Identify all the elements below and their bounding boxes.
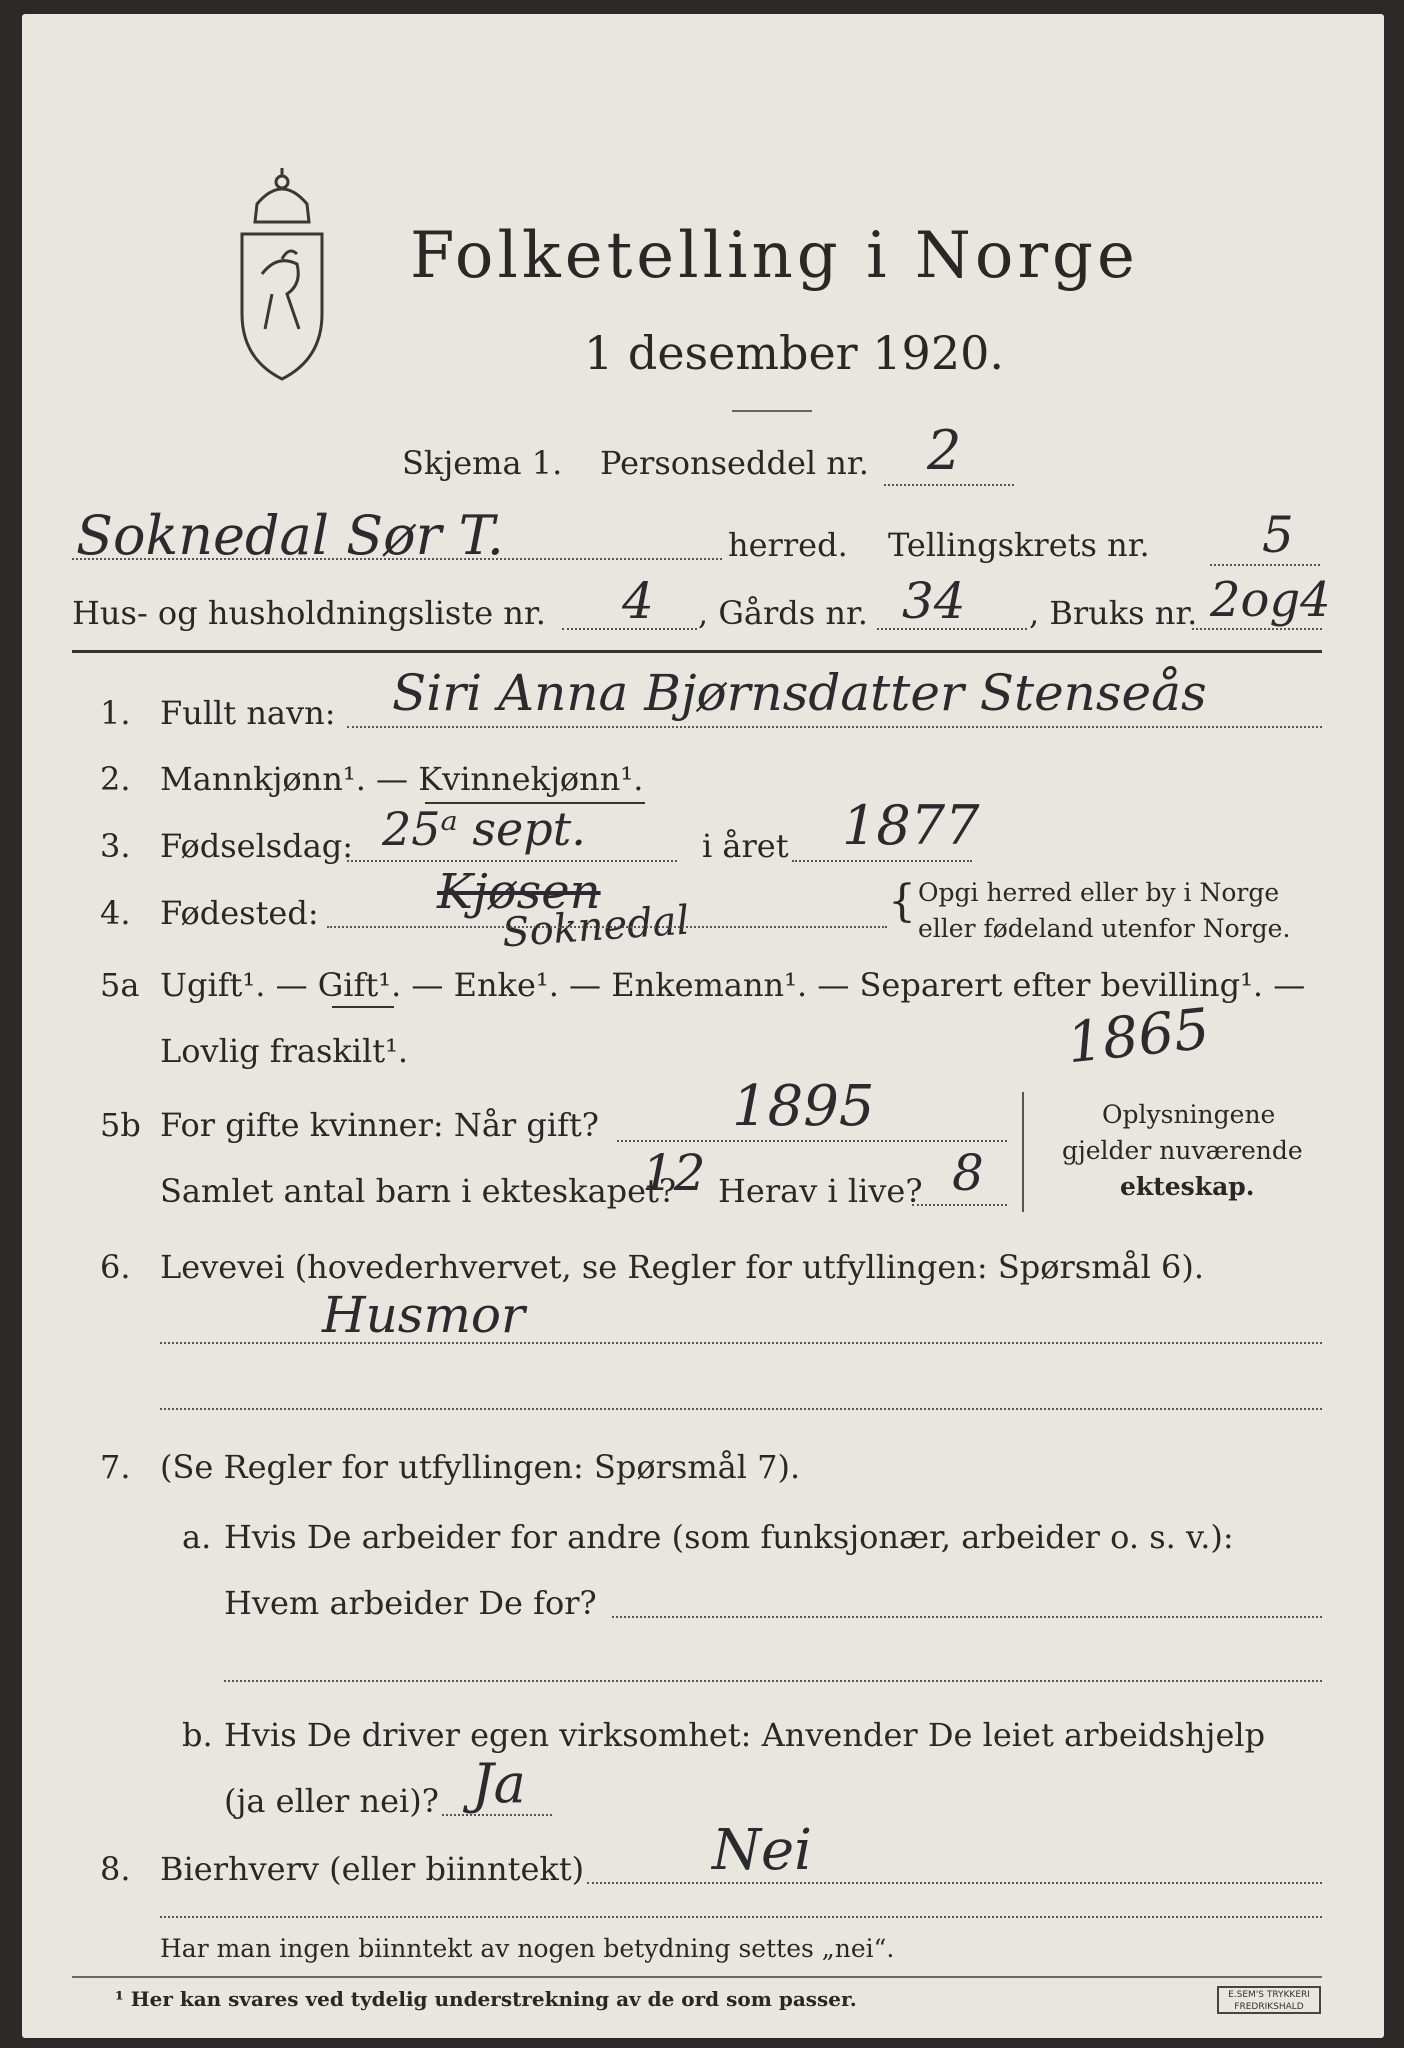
title-divider: [732, 410, 812, 412]
form-date: 1 desember 1920.: [584, 326, 1004, 380]
printer-line-1: E.SEM'S TRYKKERI: [1228, 1990, 1310, 2000]
q5b-alive-label: Herav i live?: [718, 1172, 923, 1210]
q7a-label-2: Hvem arbeider De for?: [224, 1584, 597, 1622]
q7-number: 7.: [100, 1448, 131, 1486]
printer-mark: [1217, 1986, 1321, 2014]
q2-number: 2.: [100, 760, 131, 798]
gards-label: , Gårds nr.: [698, 594, 868, 632]
q7b-number: b.: [182, 1716, 213, 1754]
q7-label: (Se Regler for utfyllingen: Spørsmål 7).: [160, 1448, 801, 1486]
q5b-number: 5b: [100, 1106, 141, 1144]
q5a-margin-note: 1865: [1063, 996, 1213, 1077]
q4-value-crossed[interactable]: Kjøsen: [437, 864, 601, 920]
q1-number: 1.: [100, 694, 131, 732]
bruks-label: , Bruks nr.: [1029, 594, 1198, 632]
printer-line-2: FREDRIKSHALD: [1234, 2002, 1304, 2012]
herred-value[interactable]: Soknedal Sør T.: [76, 504, 504, 567]
q5b-note-2: gjelder nuværende: [1062, 1136, 1303, 1165]
tellingskrets-value[interactable]: 5: [1262, 506, 1294, 564]
q8-number: 8.: [100, 1850, 131, 1888]
q7a-label: Hvis De arbeider for andre (som funksjonær, arbeider o. s. v.):: [224, 1518, 1234, 1556]
q3-value[interactable]: 25ᵃ sept.: [382, 802, 586, 856]
q5a-number: 5a: [100, 966, 140, 1004]
q6-label: Levevei (hovederhvervet, se Regler for utfyllingen: Spørsmål 6).: [160, 1248, 1205, 1286]
q4-label: Fødested:: [160, 894, 319, 932]
q7a-number: a.: [182, 1518, 212, 1556]
header-separator: [72, 650, 1322, 653]
q3-number: 3.: [100, 827, 131, 865]
q2-label: Mannkjønn¹. — Kvinnekjønn¹.: [160, 760, 644, 798]
q5b-note-3: ekteskap.: [1120, 1172, 1255, 1201]
q8-note: Har man ingen biinntekt av nogen betydning settes „nei“.: [160, 1934, 895, 1963]
q5b-value[interactable]: 1895: [732, 1074, 875, 1139]
skjema-label: Skjema 1.: [402, 444, 563, 482]
q6-number: 6.: [100, 1248, 131, 1286]
tellingskrets-label: Tellingskrets nr.: [888, 526, 1150, 564]
q3-year-value[interactable]: 1877: [842, 794, 980, 857]
q4-number: 4.: [100, 894, 131, 932]
gards-value[interactable]: 34: [902, 572, 966, 630]
q4-note-1: Opgi herred eller by i Norge: [918, 878, 1280, 907]
q5b-label: For gifte kvinner: Når gift?: [160, 1106, 599, 1144]
q7b-label-2: (ja eller nei)?: [224, 1782, 439, 1820]
q1-value[interactable]: Siri Anna Bjørnsdatter Stenseås: [392, 664, 1207, 722]
herred-label: herred.: [728, 526, 848, 564]
q8-value[interactable]: Nei: [712, 1818, 813, 1883]
form-title: Folketelling i Norge: [410, 219, 1139, 293]
q4-brace: {: [888, 876, 916, 927]
personseddel-label: Personseddel nr.: [600, 444, 869, 482]
hus-label: Hus- og husholdningsliste nr.: [72, 594, 546, 632]
q5b-note-1: Oplysningene: [1102, 1100, 1276, 1129]
footer-separator: [72, 1976, 1322, 1978]
bruks-value[interactable]: 2og4: [1210, 572, 1331, 628]
coat-of-arms-icon: [227, 164, 337, 384]
footnote: ¹ Her kan svares ved tydelig understrekning av de ord som passer.: [115, 1987, 857, 2011]
q6-value[interactable]: Husmor: [322, 1286, 525, 1344]
q4-value[interactable]: Soknedal: [500, 897, 691, 957]
q5b-alive-value[interactable]: 8: [952, 1144, 984, 1202]
q5a-label: Ugift¹. — Gift¹. — Enke¹. — Enkemann¹. — Separert efter bevilling¹. —: [160, 966, 1306, 1004]
q7b-value[interactable]: Ja: [472, 1752, 526, 1815]
q3-year-label: i året: [702, 827, 789, 865]
q7a-answer-line[interactable]: [612, 1616, 1322, 1618]
q3-label: Fødselsdag:: [160, 827, 354, 865]
hus-value[interactable]: 4: [622, 572, 654, 630]
q5b-children-label: Samlet antal barn i ekteskapet?: [160, 1172, 677, 1210]
q5b-children-value[interactable]: 12: [642, 1144, 706, 1202]
q5a-label-2: Lovlig fraskilt¹.: [160, 1032, 409, 1070]
q4-note-2: eller fødeland utenfor Norge.: [918, 914, 1291, 943]
q8-label: Bierhverv (eller biinntekt): [160, 1850, 585, 1888]
q1-label: Fullt navn:: [160, 694, 336, 732]
q5a-underline: [332, 1006, 394, 1008]
q5b-bracket: [1022, 1092, 1024, 1212]
q7b-label: Hvis De driver egen virksomhet: Anvender De leiet arbeidshjelp: [224, 1716, 1266, 1754]
personseddel-value[interactable]: 2: [927, 419, 962, 482]
census-form: [22, 14, 1384, 2038]
